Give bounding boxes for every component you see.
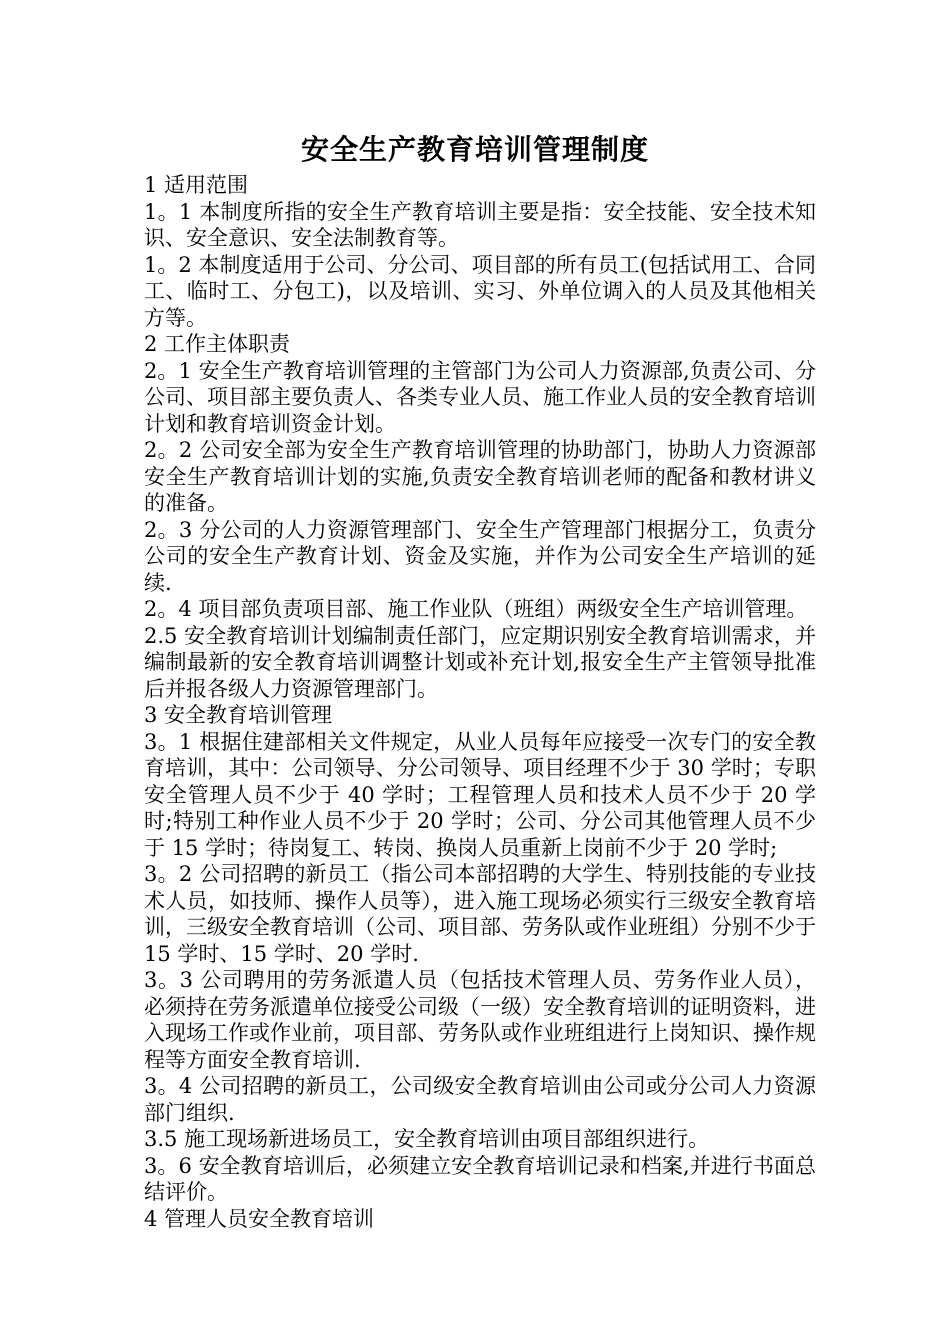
paragraph: 2。2 公司安全部为安全生产教育培训管理的协助部门，协助人力资源部安全生产教育培训计划的实施,负责安全教育培训老师的配备和教材讲义的准备。: [144, 438, 816, 515]
paragraph: 3。1 根据住建部相关文件规定，从业人员每年应接受一次专门的安全教育培训，其中：公司领导、分公司领导、项目经理不少于 30 学时；专职安全管理人员不少于 40 学时；工程管理人员和技术人员不少于 20 学时;特别工种作业人员不少于 20 学时；公司、分公司其他管理人员不少于 15 学时；待岗复工、转岗、换岗人员重新上岗前不少于 20 学时;: [144, 729, 816, 860]
paragraph: 3.5 施工现场新进场员工，安全教育培训由项目部组织进行。: [144, 1127, 710, 1151]
section-heading: 4 管理人员安全教育培训: [144, 1206, 375, 1231]
paragraph: 3。6 安全教育培训后，必须建立安全教育培训记录和档案,并进行书面总结评价。: [144, 1153, 816, 1204]
paragraph: 2.5 安全教育培训计划编制责任部门，应定期识别安全教育培训需求，并编制最新的安全教育培训调整计划或补充计划,报安全生产主管领导批准后并报各级人力资源管理部门。: [144, 623, 816, 701]
document-title: 安全生产教育培训管理制度: [300, 133, 649, 166]
paragraph: 3。2 公司招聘的新员工（指公司本部招聘的大学生、特别技能的专业技术人员，如技师、操作人员等），进入施工现场必须实行三级安全教育培训，三级安全教育培训（公司、项目部、劳务队或作业班组）分别不少于 15 学时、15 学时、20 学时.: [144, 862, 816, 966]
paragraph: 2。1 安全生产教育培训管理的主管部门为公司人力资源部,负责公司、分公司、项目部主要负责人、各类专业人员、施工作业人员的安全教育培训计划和教育培训资金计划。: [144, 358, 816, 436]
section-heading: 1 适用范围: [144, 173, 249, 197]
document-body: [144, 172, 816, 1232]
paragraph: 3。3 公司聘用的劳务派遣人员（包括技术管理人员、劳务作业人员），必须持在劳务派遣单位接受公司级（一级）安全教育培训的证明资料，进入现场工作或作业前，项目部、劳务队或作业班组进行上岗知识、操作规程等方面安全教育培训.: [144, 968, 816, 1072]
paragraph: 2。3 分公司的人力资源管理部门、安全生产管理部门根据分工，负责分公司的安全生产教育计划、资金及实施，并作为公司安全生产培训的延续.: [144, 517, 816, 595]
paragraph: 1。2 本制度适用于公司、分公司、项目部的所有员工(包括试用工、合同工、临时工、分包工)，以及培训、实习、外单位调入的人员及其他相关方等。: [144, 252, 816, 330]
paragraph: 1。1 本制度所指的安全生产教育培训主要是指：安全技能、安全技术知识、安全意识、安全法制教育等。: [144, 199, 816, 250]
paragraph: 3。4 公司招聘的新员工，公司级安全教育培训由公司或分公司人力资源部门组织.: [144, 1074, 816, 1125]
section-heading: 2 工作主体职责: [144, 332, 291, 356]
paragraph: 2。4 项目部负责项目部、施工作业队（班组）两级安全生产培训管理。: [144, 597, 808, 621]
section-heading: 3 安全教育培训管理: [144, 703, 333, 727]
